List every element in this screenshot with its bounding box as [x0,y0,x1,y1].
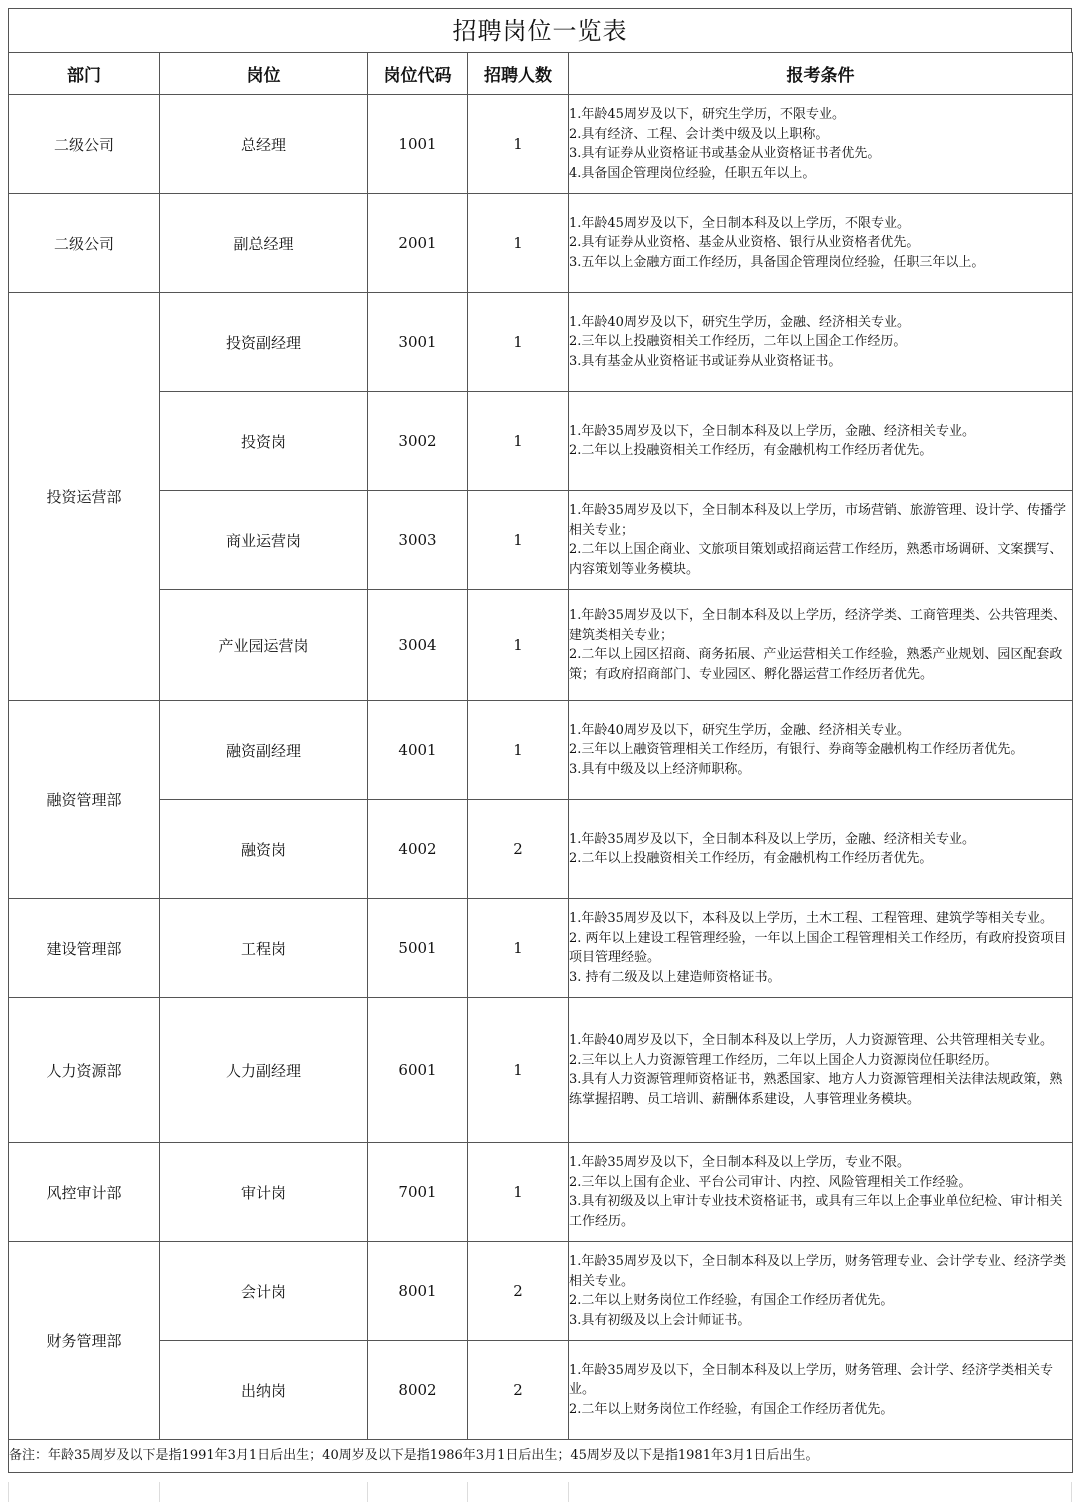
page-title: 招聘岗位一览表 [8,8,1072,52]
table-row [9,701,1073,800]
conditions-cell [569,800,1073,899]
dept-cell: 人力资源部 [9,998,160,1143]
dept-cell: 财务管理部 [9,1242,160,1440]
code-cell: 8001 [368,1242,468,1341]
conditions-cell [569,998,1073,1143]
condition-line: 1.年龄35周岁及以下，全日制本科及以上学历，财务管理专业、会计学专业、经济学类相关专业。 [569,1254,1066,1289]
conditions-cell [569,1341,1073,1440]
position-cell: 投资副经理 [160,293,368,392]
condition-line: 2. 两年以上建设工程管理经验，一年以上国企工程管理相关工作经历，有政府投资项目项目管理经验。 [569,930,1067,965]
positions-table [8,52,1073,1473]
table-row [9,392,1073,491]
position-cell: 商业运营岗 [160,491,368,590]
count-cell: 1 [468,491,569,590]
table-row [9,899,1073,998]
condition-line: 1.年龄40周岁及以下，全日制本科及以上学历，人力资源管理、公共管理相关专业。 [569,1033,1053,1048]
condition-line: 1.年龄35周岁及以下，全日制本科及以上学历，专业不限。 [569,1155,910,1170]
conditions-cell [569,95,1073,194]
footnote: 备注：年龄35周岁及以下是指1991年3月1日后出生；40周岁及以下是指1986年3月1日后出生；45周岁及以下是指1981年3月1日后出生。 [9,1440,1073,1473]
condition-line: 1.年龄45周岁及以下，全日制本科及以上学历，不限专业。 [569,215,910,231]
table-row [9,293,1073,392]
conditions-cell [569,1242,1073,1341]
dept-cell: 投资运营部 [9,293,160,701]
condition-line: 1.年龄35周岁及以下，全日制本科及以上学历，经济学类、工商管理类、公共管理类、建筑类相关专业； [569,608,1066,643]
note-row [9,1440,1073,1473]
code-cell: 3003 [368,491,468,590]
condition-line: 2.二年以上财务岗位工作经验，有国企工作经历者优先。 [569,1401,894,1417]
count-cell: 2 [468,1341,569,1440]
position-cell: 人力副经理 [160,998,368,1143]
header-position: 岗位 [160,53,368,95]
condition-line: 1.年龄35周岁及以下，全日制本科及以上学历，金融、经济相关专业。 [569,423,975,439]
condition-line: 1.年龄35周岁及以下，本科及以上学历，土木工程、工程管理、建筑学等相关专业。 [569,911,1053,926]
header-conditions: 报考条件 [569,53,1073,95]
count-cell: 1 [468,392,569,491]
position-cell: 工程岗 [160,899,368,998]
table-row [9,998,1073,1143]
code-cell: 6001 [368,998,468,1143]
dept-cell: 融资管理部 [9,701,160,899]
count-cell: 1 [468,590,569,701]
condition-line: 3.具有基金从业资格证书或证券从业资格证书。 [569,353,842,369]
position-cell: 融资岗 [160,800,368,899]
condition-line: 3.具有证券从业资格证书或基金从业资格证书者优先。 [569,146,881,161]
header-count: 招聘人数 [468,53,569,95]
conditions-cell [569,701,1073,800]
header-dept: 部门 [9,53,160,95]
count-cell: 2 [468,1242,569,1341]
position-cell: 出纳岗 [160,1341,368,1440]
condition-line: 3.具有人力资源管理师资格证书，熟悉国家、地方人力资源管理相关法律法规政策，熟练掌握招聘、员工培训、薪酬体系建设，人事管理业务模块。 [569,1072,1063,1107]
header-code: 岗位代码 [368,53,468,95]
dept-cell: 二级公司 [9,95,160,194]
table-row [9,491,1073,590]
position-cell: 会计岗 [160,1242,368,1341]
condition-line: 2.二年以上投融资相关工作经历，有金融机构工作经历者优先。 [569,851,933,866]
condition-line: 1.年龄40周岁及以下，研究生学历，金融、经济相关专业。 [569,314,910,330]
count-cell: 1 [468,194,569,293]
conditions-cell [569,392,1073,491]
condition-line: 3.具有初级及以上审计专业技术资格证书，或具有三年以上企事业单位纪检、审计相关工作经历。 [569,1194,1063,1229]
position-cell: 审计岗 [160,1143,368,1242]
condition-line: 2.具有证券从业资格、基金从业资格、银行从业资格者优先。 [569,235,920,251]
table-row [9,1143,1073,1242]
condition-line: 3. 持有二级及以上建造师资格证书。 [569,969,781,985]
table-header-row [9,53,1073,95]
condition-line: 2.三年以上人力资源管理工作经历，二年以上国企人力资源岗位任职经历。 [569,1052,998,1068]
table-row [9,1341,1073,1440]
condition-line: 2.二年以上财务岗位工作经验，有国企工作经历者优先。 [569,1293,894,1308]
condition-line: 2.三年以上国有企业、平台公司审计、内控、风险管理相关工作经验。 [569,1174,972,1190]
condition-line: 3.具有初级及以上会计师证书。 [569,1312,751,1328]
code-cell: 8002 [368,1341,468,1440]
condition-line: 1.年龄35周岁及以下，全日制本科及以上学历，财务管理、会计学、经济学类相关专业。 [569,1362,1053,1398]
position-cell: 投资岗 [160,392,368,491]
condition-line: 2.三年以上投融资相关工作经历，二年以上国企工作经历。 [569,334,907,350]
dept-cell: 建设管理部 [9,899,160,998]
position-cell: 融资副经理 [160,701,368,800]
conditions-cell [569,1143,1073,1242]
condition-line: 2.二年以上国企商业、文旅项目策划或招商运营工作经历，熟悉市场调研、文案撰写、内容策划等业务模块。 [569,542,1063,577]
code-cell: 3001 [368,293,468,392]
count-cell: 1 [468,998,569,1143]
recruitment-sheet [8,8,1072,1473]
table-row [9,800,1073,899]
conditions-cell [569,293,1073,392]
code-cell: 4002 [368,800,468,899]
condition-line: 2.二年以上投融资相关工作经历，有金融机构工作经历者优先。 [569,443,933,458]
code-cell: 4001 [368,701,468,800]
condition-line: 3.五年以上金融方面工作经历，具备国企管理岗位经验，任职三年以上。 [569,254,985,270]
table-row [9,95,1073,194]
conditions-cell [569,194,1073,293]
count-cell: 1 [468,701,569,800]
conditions-cell [569,899,1073,998]
condition-line: 1.年龄35周岁及以下，全日制本科及以上学历，金融、经济相关专业。 [569,831,975,847]
count-cell: 2 [468,800,569,899]
condition-line: 1.年龄35周岁及以下，全日制本科及以上学历，市场营销、旅游管理、设计学、传播学相关专业； [569,503,1066,538]
table-row [9,590,1073,701]
condition-line: 4.具备国企管理岗位经验，任职五年以上。 [569,165,816,181]
position-cell: 副总经理 [160,194,368,293]
count-cell: 1 [468,95,569,194]
condition-line: 2.三年以上融资管理相关工作经历，有银行、券商等金融机构工作经历者优先。 [569,742,1024,758]
position-cell: 产业园运营岗 [160,590,368,701]
code-cell: 5001 [368,899,468,998]
table-body [9,95,1073,1440]
code-cell: 3004 [368,590,468,701]
condition-line: 1.年龄45周岁及以下，研究生学历，不限专业。 [569,107,845,122]
conditions-cell [569,590,1073,701]
dept-cell: 风控审计部 [9,1143,160,1242]
sheet-bottom-gridlines [8,1482,1072,1502]
condition-line: 2.二年以上园区招商、商务拓展、产业运营相关工作经验，熟悉产业规划、园区配套政策；有政府招商部门、专业园区、孵化器运营工作经历者优先。 [569,647,1063,682]
code-cell: 3002 [368,392,468,491]
table-row [9,1242,1073,1341]
count-cell: 1 [468,899,569,998]
condition-line: 3.具有中级及以上经济师职称。 [569,761,751,777]
count-cell: 1 [468,1143,569,1242]
dept-cell: 二级公司 [9,194,160,293]
condition-line: 1.年龄40周岁及以下，研究生学历，金融、经济相关专业。 [569,722,910,738]
table-row [9,194,1073,293]
code-cell: 1001 [368,95,468,194]
count-cell: 1 [468,293,569,392]
condition-line: 2.具有经济、工程、会计类中级及以上职称。 [569,126,829,142]
conditions-cell [569,491,1073,590]
code-cell: 7001 [368,1143,468,1242]
position-cell: 总经理 [160,95,368,194]
code-cell: 2001 [368,194,468,293]
